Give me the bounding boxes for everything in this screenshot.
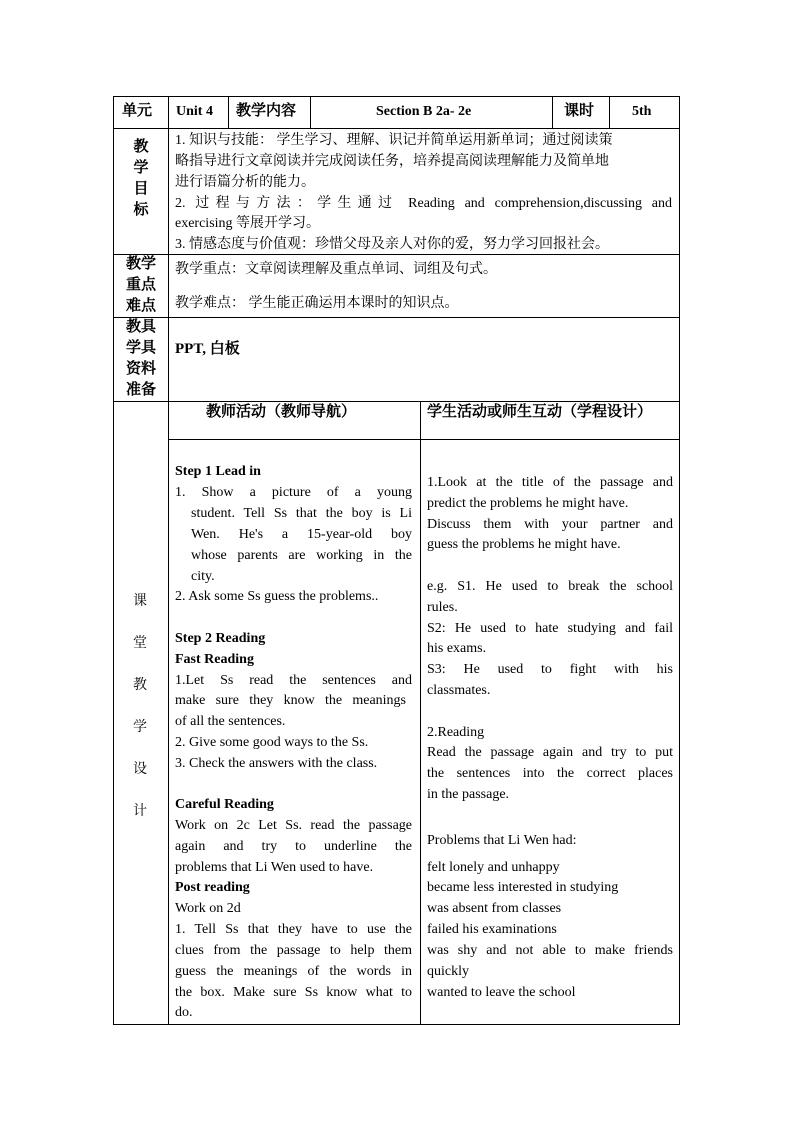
student-line: predict the problems he might have.: [427, 496, 629, 511]
teacher-activity-header: 教师活动（教师导航）: [206, 404, 357, 420]
fast-reading-line: make sure they know the meanings: [175, 693, 406, 708]
student-example-line: his exams.: [427, 641, 487, 656]
problem-item: wanted to leave the school: [427, 985, 576, 1000]
step2-title: Step 2 Reading: [175, 631, 266, 646]
design-label-char: 学: [133, 720, 147, 735]
careful-reading-line: again and try to underline the: [175, 839, 412, 854]
student-line: Discuss them with your partner and: [427, 517, 673, 532]
careful-reading-line: problems that Li Wen used to have.: [175, 860, 374, 875]
design-label-char: 课: [133, 594, 147, 609]
objectives-label: 教 学 目 标: [133, 139, 149, 218]
difficult-point-text: 教学难点： 学生能正确运用本课时的知识点。: [175, 296, 459, 311]
period-value: 5th: [632, 104, 652, 119]
materials-content-cell: [168, 317, 680, 402]
problem-item: quickly: [427, 964, 469, 979]
problem-item: became less interested in studying: [427, 880, 619, 895]
student-example-line: S3: He used to fight with his: [427, 662, 673, 677]
design-label-char: 设: [133, 762, 147, 777]
problem-item: felt lonely and unhappy: [427, 860, 560, 875]
post-reading-line: clues from the passage to help them: [175, 943, 412, 958]
content-value: Section B 2a- 2e: [376, 104, 472, 119]
materials-value: PPT, 白板: [175, 341, 240, 357]
post-reading-line: 1. Tell Ss that they have to use the: [175, 922, 412, 937]
fast-reading-line: 3. Check the answers with the class.: [175, 756, 378, 771]
post-reading-title: Post reading: [175, 880, 250, 895]
objective-line: 2. 过程与方法：学生通过 Reading and comprehension,discussing and: [175, 196, 672, 211]
objective-line: 进行语篇分析的能力。: [175, 175, 315, 190]
objective-line: 1. 知识与技能： 学生学习、理解、识记并简单运用新单词；通过阅读策: [175, 133, 613, 148]
post-reading-line: Work on 2d: [175, 901, 241, 916]
step1-line: Wen. He's a 15-year-old boy: [191, 527, 412, 542]
unit-value: Unit 4: [176, 104, 213, 119]
step1-title: Step 1 Lead in: [175, 464, 261, 479]
post-reading-line: the box. Make sure Ss know what to: [175, 985, 412, 1000]
student-activity-header: 学生活动或师生互动（学程设计）: [427, 404, 653, 420]
student-reading-line: the sentences into the correct places: [427, 766, 673, 781]
design-label-cell: [113, 401, 169, 1025]
student-example-line: rules.: [427, 600, 458, 615]
fast-reading-line: of all the sentences.: [175, 714, 286, 729]
keypoints-label: 教学 重点 难点: [125, 256, 156, 314]
problem-item: failed his examinations: [427, 922, 557, 937]
fast-reading-title: Fast Reading: [175, 652, 254, 667]
fast-reading-line: 1.Let Ss read the sentences and: [175, 673, 412, 688]
problem-item: was absent from classes: [427, 901, 562, 916]
fast-reading-line: 2. Give some good ways to the Ss.: [175, 735, 369, 750]
design-label-char: 堂: [133, 636, 147, 651]
problem-item: was shy and not able to make friends: [427, 943, 673, 958]
student-line: guess the problems he might have.: [427, 537, 621, 552]
step1-line: city.: [191, 569, 215, 584]
materials-label: 教具 学具 资料 准备: [125, 319, 156, 398]
design-label-char: 教: [133, 678, 147, 693]
careful-reading-line: Work on 2c Let Ss. read the passage: [175, 818, 412, 833]
step1-line: 1. Show a picture of a young: [175, 485, 412, 500]
unit-label: 单元: [122, 103, 153, 119]
key-point-text: 教学重点：文章阅读理解及重点单词、词组及句式。: [175, 262, 497, 277]
student-reading-line: 2.Reading: [427, 725, 485, 740]
student-example-line: classmates.: [427, 683, 491, 698]
student-reading-line: Read the passage again and try to put: [427, 745, 673, 760]
student-example-line: e.g. S1. He used to break the school: [427, 579, 673, 594]
step1-line: whose parents are working in the: [191, 548, 412, 563]
step1-line: 2. Ask some Ss guess the problems..: [175, 589, 379, 604]
student-example-line: S2: He used to hate studying and fail: [427, 621, 673, 636]
content-label: 教学内容: [236, 103, 297, 119]
design-label-char: 计: [133, 804, 147, 819]
period-label: 课时: [564, 103, 595, 119]
problems-title: Problems that Li Wen had:: [427, 833, 577, 848]
student-line: 1.Look at the title of the passage and: [427, 475, 673, 490]
post-reading-line: do.: [175, 1005, 193, 1020]
step1-line: student. Tell Ss that the boy is Li: [191, 506, 412, 521]
objective-line: 3. 情感态度与价值观：珍惜父母及亲人对你的爱，努力学习回报社会。: [175, 237, 609, 252]
careful-reading-title: Careful Reading: [175, 797, 274, 812]
student-reading-line: in the passage.: [427, 787, 510, 802]
post-reading-line: guess the meanings of the words in: [175, 964, 412, 979]
objective-line: exercising 等展开学习。: [175, 216, 321, 231]
objective-line: 略指导进行文章阅读并完成阅读任务，培养提高阅读理解能力及简单地: [175, 154, 609, 169]
